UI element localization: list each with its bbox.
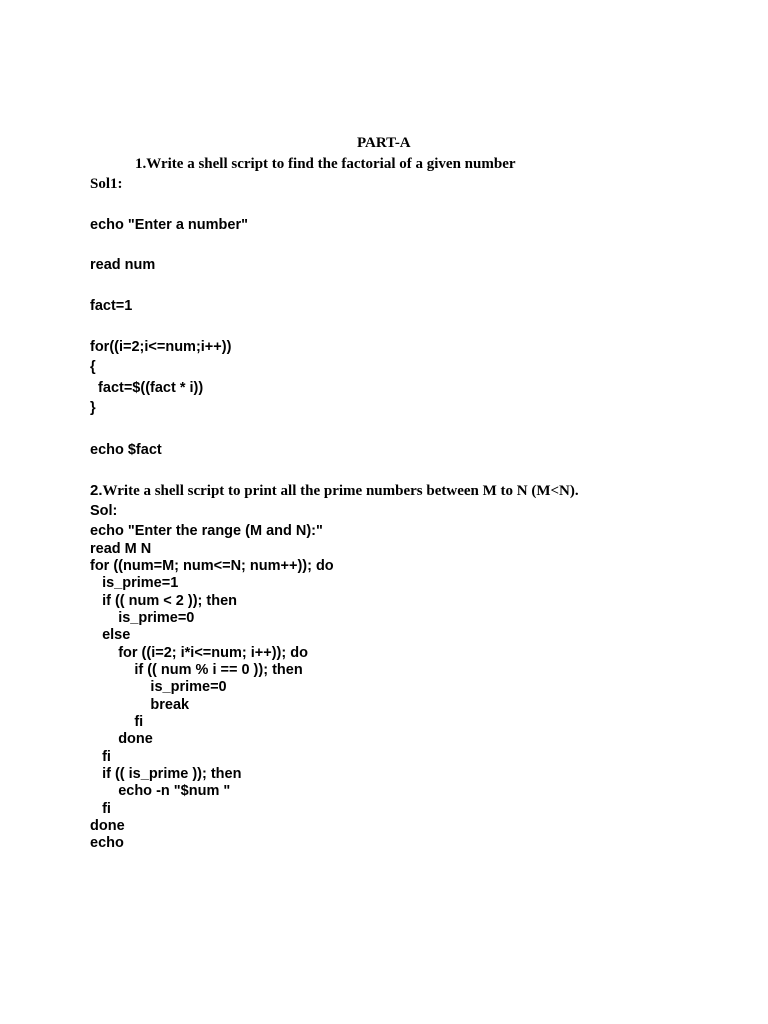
- q2-question: [90, 482, 579, 500]
- part-title: PART-A: [357, 135, 411, 151]
- q2-code-line: if (( num < 2 )); then: [90, 593, 238, 609]
- q1-code-line: read num: [90, 257, 156, 273]
- q1-question: 1.Write a shell script to find the factorial of a given number: [135, 156, 516, 172]
- q1-code-line: fact=$((fact * i)): [90, 380, 204, 396]
- q1-solution-label: Sol1:: [90, 176, 123, 192]
- q2-code-line: if (( num % i == 0 )); then: [90, 662, 303, 678]
- q2-code-line: is_prime=0: [90, 610, 195, 626]
- q2-code-line: read M N: [90, 541, 152, 557]
- q2-code-line: for ((num=M; num<=N; num++)); do: [90, 558, 334, 574]
- q2-code-line: is_prime=1: [90, 575, 179, 591]
- q1-code-line: for((i=2;i<=num;i++)): [90, 339, 232, 355]
- q1-code-line: echo "Enter a number": [90, 217, 248, 233]
- q2-code-line: if (( is_prime )); then: [90, 766, 242, 782]
- q2-code-line: break: [90, 697, 190, 713]
- q2-question-text: Write a shell script to print all the prime numbers between M to N (M<N).: [102, 483, 579, 499]
- q2-code-line: done: [90, 731, 153, 747]
- q2-code-line: for ((i=2; i*i<=num; i++)); do: [90, 645, 308, 661]
- q2-code-line: fi: [90, 749, 111, 765]
- q2-solution-label: Sol:: [90, 503, 118, 519]
- q2-code-line: fi: [90, 714, 144, 730]
- q1-code-line: fact=1: [90, 298, 133, 314]
- q2-code-line: else: [90, 627, 131, 643]
- q1-code-line: }: [90, 400, 96, 416]
- q2-code-line: echo: [90, 835, 124, 851]
- q2-number: 2.: [90, 482, 103, 499]
- q2-code-line: fi: [90, 801, 111, 817]
- q2-code-line: echo -n "$num ": [90, 783, 231, 799]
- q2-code-line: done: [90, 818, 125, 834]
- q2-code-line: echo "Enter the range (M and N):": [90, 523, 323, 539]
- q1-code-line: echo $fact: [90, 442, 162, 458]
- q2-code-line: is_prime=0: [90, 679, 227, 695]
- q1-code-line: {: [90, 359, 96, 375]
